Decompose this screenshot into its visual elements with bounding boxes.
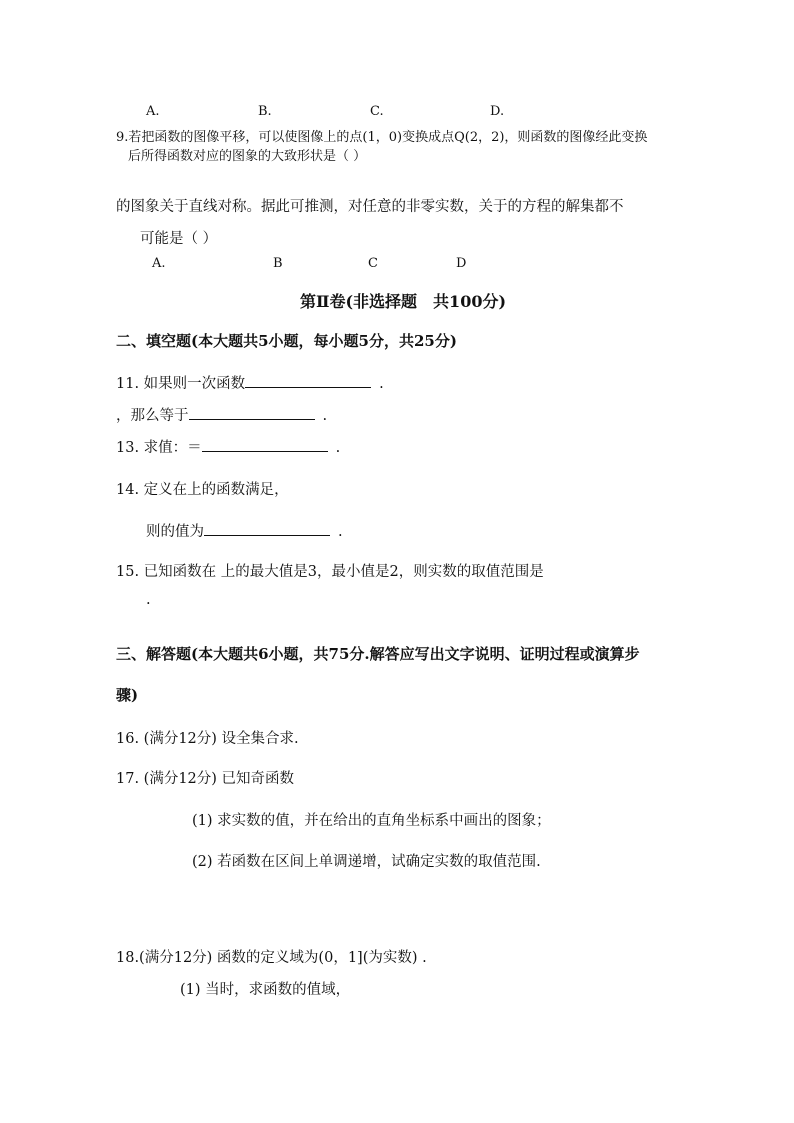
q8-option-a: A. — [146, 104, 160, 119]
q14-answer-blank[interactable] — [204, 521, 330, 536]
q12-text: ，那么等于 — [116, 408, 189, 424]
q10-option-b: B — [273, 256, 283, 271]
q13-answer-blank[interactable] — [202, 437, 328, 452]
q16: 16. (满分12分) 设全集合求. — [116, 731, 299, 747]
q12-end: . — [322, 408, 328, 424]
q10-option-d: D — [456, 256, 467, 271]
q10-line2: 可能是（ ） — [140, 231, 218, 247]
q14-end: . — [338, 524, 343, 540]
q18-stem: 18.(满分12分) 函数的定义域为(0，1](为实数) . — [116, 950, 427, 966]
q8-option-c: C. — [370, 104, 384, 119]
q13-text: 13. 求值：＝ — [116, 440, 202, 456]
q14-line1: 14. 定义在上的函数满足， — [116, 482, 289, 498]
q10-option-c: C — [368, 256, 378, 271]
q11-answer-blank[interactable] — [245, 373, 371, 388]
q11-end: . — [379, 376, 384, 392]
q17-sub1: (1) 求实数的值，并在给出的直角坐标系中画出的图象； — [192, 813, 551, 829]
q8-option-d: D. — [490, 104, 505, 119]
q10-line1: 的图象关于直线对称。据此可推测，对任意的非零实数，关于的方程的解集都不 — [116, 199, 624, 215]
q14-text: 则的值为 — [146, 524, 204, 540]
section3-heading-line2: 骤) — [116, 686, 139, 704]
q9-line2: 后所得函数对应的图象的大致形状是（ ） — [128, 149, 367, 164]
q15-line2: . — [146, 592, 151, 608]
q15-line1: 15. 已知函数在 上的最大值是3，最小值是2，则实数的取值范围是 — [116, 564, 544, 580]
q14-line2 — [146, 520, 343, 541]
part2-title: 第Ⅱ卷(非选择题 共100分) — [300, 292, 507, 311]
q18-sub1: (1) 当时，求函数的值域， — [180, 982, 351, 998]
q12-answer-blank[interactable] — [189, 405, 315, 420]
q11-text: 11. 如果则一次函数 — [116, 376, 246, 392]
q13-end: . — [335, 440, 341, 456]
q12 — [116, 404, 327, 425]
section2-heading: 二、填空题(本大题共5小题，每小题5分，共25分) — [116, 332, 457, 350]
q9-line1: 9.若把函数的图像平移，可以使图像上的点(1，0)变换成点Q(2，2)，则函数的图像经此变换 — [116, 130, 648, 145]
q11 — [116, 372, 384, 393]
q10-option-a: A. — [152, 256, 166, 271]
section3-heading-line1: 三、解答题(本大题共6小题，共75分.解答应写出文字说明、证明过程或演算步 — [116, 645, 640, 663]
q17-sub2: (2) 若函数在区间上单调递增，试确定实数的取值范围. — [192, 854, 541, 870]
q17-stem: 17. (满分12分) 已知奇函数 — [116, 771, 295, 787]
q8-option-b: B. — [258, 104, 272, 119]
q13 — [116, 436, 340, 457]
